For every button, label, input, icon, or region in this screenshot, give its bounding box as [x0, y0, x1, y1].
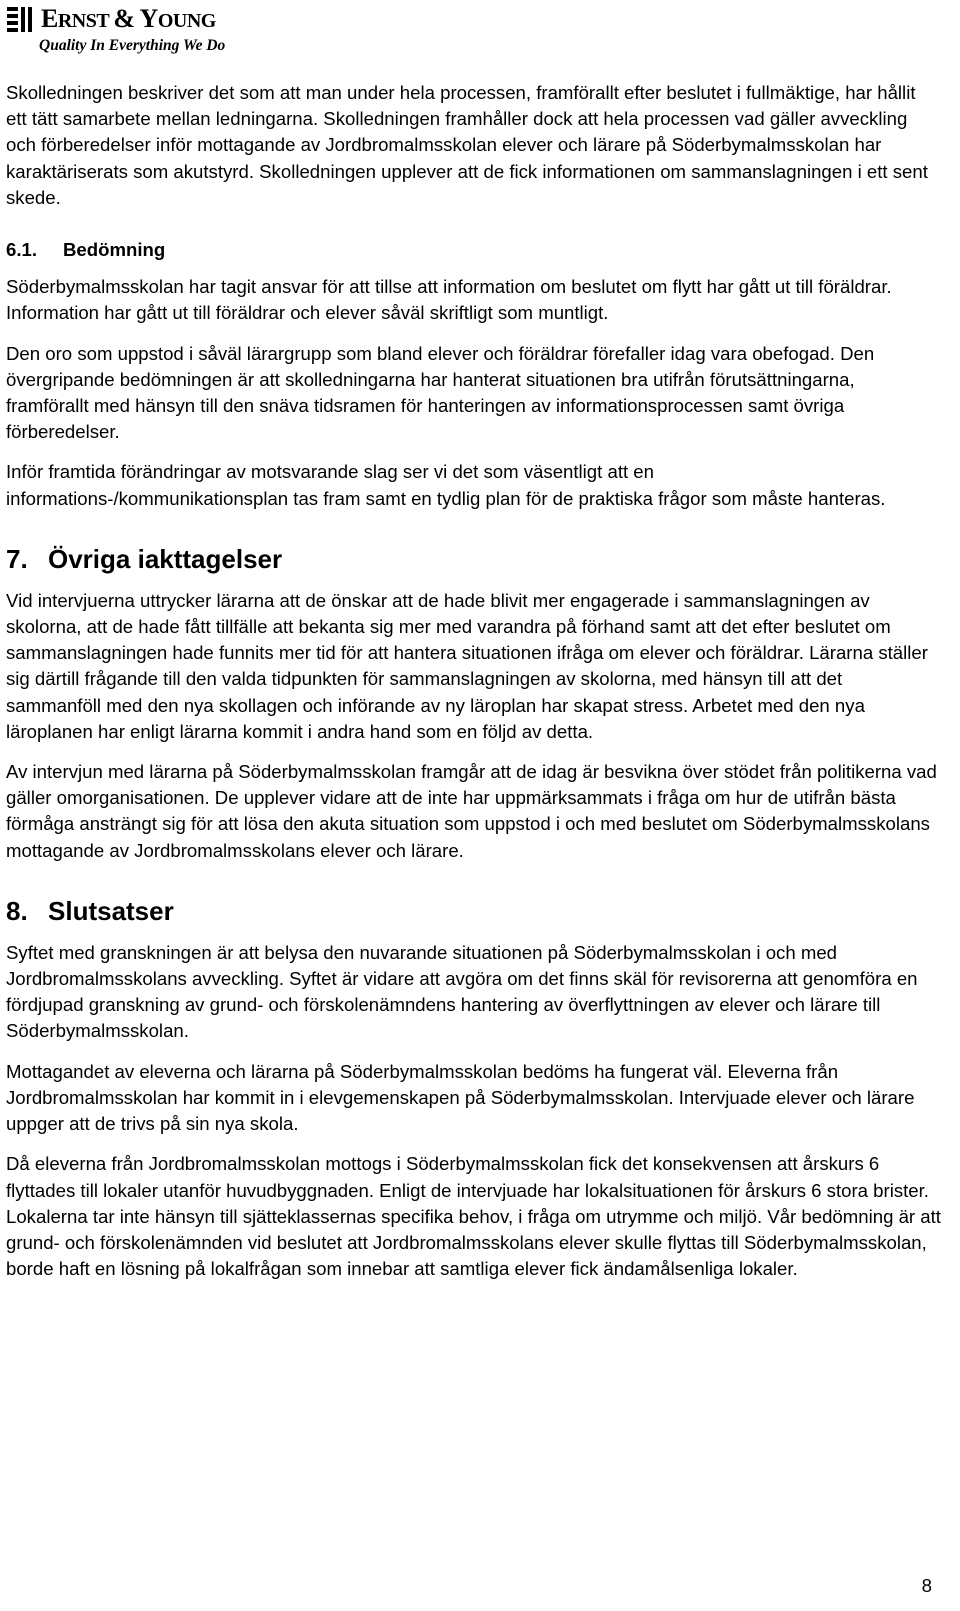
document-body — [6, 80, 941, 1282]
page-number: 8 — [921, 1575, 932, 1596]
section-number: 8. — [6, 895, 28, 926]
section-title: Övriga iakttagelser — [48, 543, 283, 574]
section-7-heading — [6, 542, 941, 576]
ey-logo-mark-icon — [7, 7, 35, 31]
paragraph: Av intervjun med lärarna på Söderbymalmsskolan framgår att de idag är besvikna över stödet från politikerna vad gäller omorganisationen. De upplever vidare att de inte har uppmärksammats i fråga om hur de utifrån bästa förmåga ansträngt sig för att lösa den akuta situation som uppstod i och med beslutet om Söderbymalmsskolans mottagande av Jordbromalmsskolans elever och lärare. — [6, 761, 937, 861]
section-8-heading — [6, 894, 941, 928]
section-6-1-heading — [6, 237, 941, 263]
paragraph: Vid intervjuerna uttrycker lärarna att de önskar att de hade blivit mer engagerade i sammanslagningen av skolorna, att de hade fått tillfälle att bekanta sig mer med varandra på förhand samt att det efter beslutet om sammanslagningen hade funnits mer tid för att hantera situationen ifråga om elever och föräldrar. Lärarna ställer sig därtill frågande till den valda tidpunkten för sammanslagningen av skolorna, med hänsyn till att det sammanföll med den nya skollagen och införande av ny läroplan har skapat stress. Arbetet med den nya läroplanen har enligt lärarna kommit i andra hand som en följd av detta. — [6, 589, 928, 742]
paragraph: Syftet med granskningen är att belysa den nuvarande situationen på Söderbymalmsskolan i och med Jordbromalmsskolans avveckling. Syftet är vidare att avgöra om det finns skäl för revisorerna att genomföra en fördjupad granskning av grund- och förskolenämndens hantering av överflyttningen av elever och lärare till Söderbymalmsskolan. — [6, 941, 918, 1042]
intro-paragraph: Skolledningen beskriver det som att man under hela processen, framförallt efter beslutet i fullmäktige, har hållit ett tätt samarbete mellan ledningarna. Skolledningen framhåller dock att hela processen vad gäller avveckling och förberedelser inför mottagande av Jordbromalmsskolan elever och lärare på Söderbymalmsskolan har karaktäriserats som akutstyrd. Skolledningen upplever att de fick informationen om sammanslagningen i ett sent skede. — [6, 82, 928, 208]
section-title: Slutsatser — [48, 895, 174, 926]
paragraph: Söderbymalmsskolan har tagit ansvar för att tillse att information om beslutet om flytt har gått ut till föräldrar. Information har gått ut till föräldrar och elever såväl skriftligt som muntligt. — [6, 276, 892, 324]
ernst-young-logo — [7, 4, 267, 56]
section-number: 6.1. — [6, 239, 38, 261]
paragraph: Inför framtida förändringar av motsvarande slag ser vi det som väsentligt att en informations-/kommunikationsplan tas fram samt en tydlig plan för de praktiska frågor som måste hanteras. — [6, 461, 886, 509]
paragraph: Den oro som uppstod i såväl lärargrupp som bland elever och föräldrar förefaller idag vara obefogad. Den övergripande bedömningen är att skolledningarna har hanterat situationen bra utifrån förutsättningarna, framförallt med hänsyn till den snäva tidsramen för hanteringen av informationsprocessen samt övriga förberedelser. — [6, 342, 875, 443]
section-number: 7. — [6, 543, 28, 574]
logo-company-name: ERNST & YOUNG — [41, 4, 216, 33]
paragraph: Då eleverna från Jordbromalmsskolan mottogs i Söderbymalmsskolan fick det konsekvensen att årskurs 6 flyttades till lokaler utanför huvudbyggnaden. Enligt de intervjuade har lokalsituationen för årskurs 6 stora brister. Lokalerna tar inte hänsyn till sjätteklassernas specifika behov, i fråga om utrymme och miljö. Vår bedömning är att grund- och förskolenämnden vid beslutet att Jordbromalmsskolans elever skulle flyttas till Söderbymalmsskolan, borde haft en lösning på lokalfrågan som innebar att samtliga elever fick ändamålsenliga lokaler. — [6, 1153, 941, 1280]
logo-tagline: Quality In Everything We Do — [39, 37, 226, 54]
paragraph: Mottagandet av eleverna och lärarna på Söderbymalmsskolan bedöms ha fungerat väl. Eleverna från Jordbromalmsskolan har kommit in i elevgemenskapen på Söderbymalmsskolan. Intervjuade elever och lärare uppger att de trivs på sin nya skola. — [6, 1060, 915, 1135]
section-title: Bedömning — [63, 239, 166, 261]
